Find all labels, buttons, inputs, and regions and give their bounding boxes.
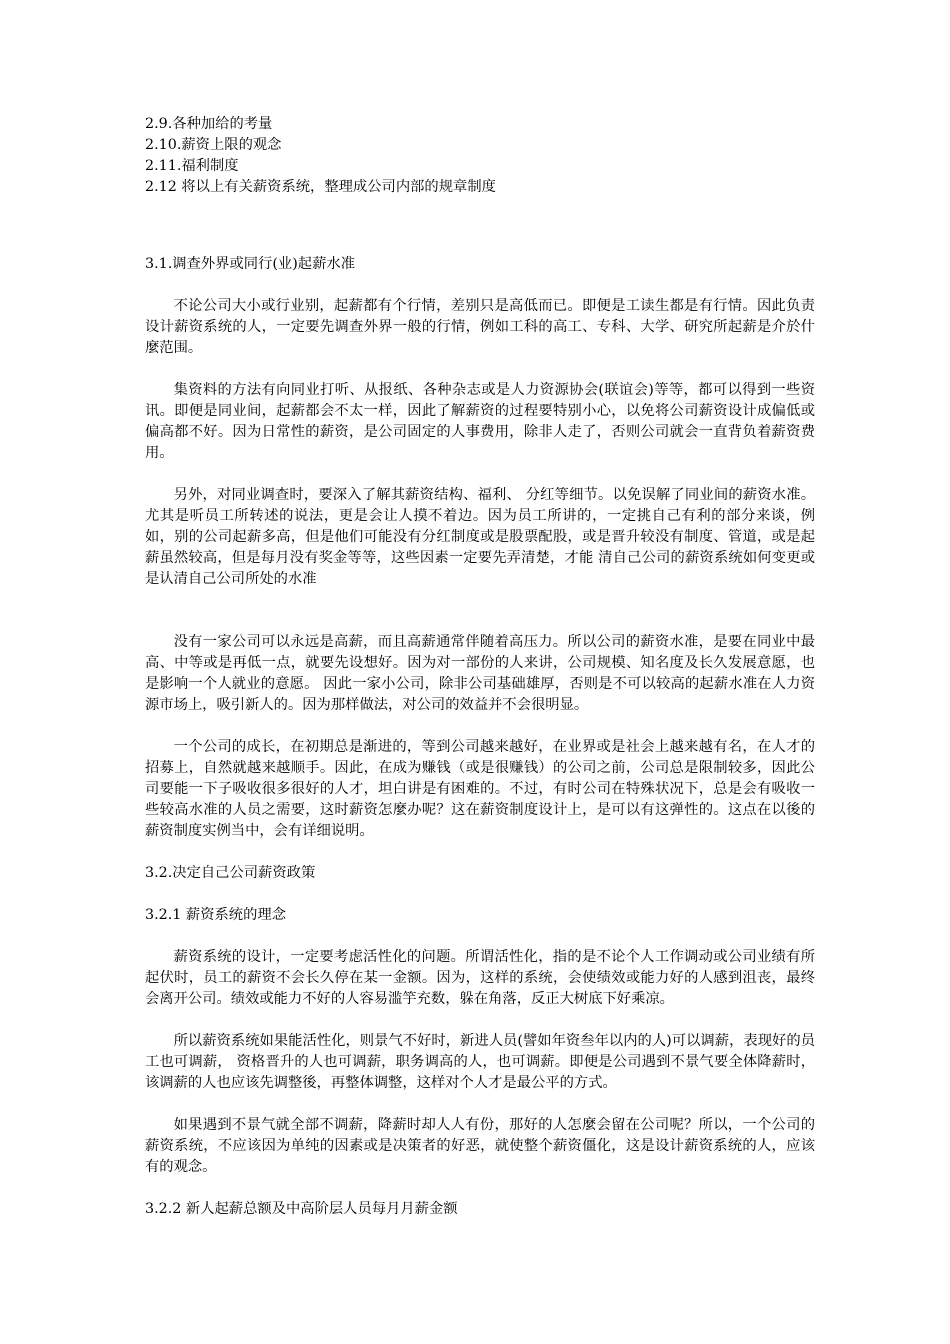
document-page [145, 114, 815, 1220]
paragraph: 另外，对同业调查时，要深入了解其薪资结构、福利、 分红等细节。以免误解了同业间的薪资水准。尤其是听员工所转述的说法，更是会让人摸不着边。因为员工所讲的，一定挑自己有利的部分来谈，例如，别的公司起薪多高，但是他们可能没有分红制度或是股票配股，或是晋升较没有制度、管道，或是起薪虽然较高，但是每月没有奖金等等，这些因素一定要先弄清楚，才能 清自己公司的薪资系统如何变更或是认清自己公司所处的水准 [145, 487, 815, 587]
toc-list [145, 114, 815, 198]
paragraph: 如果遇到不景气就全部不调薪，降薪时却人人有份，那好的人怎麼会留在公司呢？所以，一个公司的薪资系统，不应该因为单纯的因素或是决策者的好恶，就使整个薪资僵化，这是设计薪资系统的人，应该有的观念。 [145, 1117, 815, 1175]
toc-item: 2.9.各种加给的考量 [145, 116, 273, 132]
toc-item: 2.12 将以上有关薪资系统，整理成公司内部的规章制度 [145, 179, 496, 195]
toc-item: 2.10.薪资上限的观念 [145, 137, 282, 153]
paragraph: 一个公司的成长，在初期总是渐进的，等到公司越来越好，在业界或是社会上越来越有名，在人才的招募上，自然就越来越顺手。因此，在成为赚钱（或是很赚钱）的公司之前，公司总是限制较多，因此公司要能一下子吸收很多很好的人才，坦白讲是有困难的。不过，有时公司在特殊状况下，总是会有吸收一些较高水准的人员之需要，这时薪资怎麼办呢？这在薪资制度设计上，是可以有这弹性的。这点在以後的薪资制度实例当中，会有详细说明。 [145, 739, 815, 839]
paragraph: 所以薪资系统如果能活性化，则景气不好时，新进人员(譬如年资叁年以内的人)可以调薪，表现好的员工也可调薪， 资格晋升的人也可调薪，职务调高的人，也可调薪。即便是公司遇到不景气要全体降薪时，该调薪的人也应该先调整後，再整体调整，这样对个人才是最公平的方式。 [145, 1033, 815, 1091]
paragraph: 没有一家公司可以永远是高薪，而且高薪通常伴随着高压力。所以公司的薪资水准，是要在同业中最高、中等或是再低一点，就要先设想好。因为对一部份的人来讲，公司规模、知名度及长久发展意愿，也是影响一个人就业的意愿。 因此一家小公司，除非公司基础雄厚，否则是不可以较高的起薪水准在人力资源市场上，吸引新人的。因为那样做法，对公司的效益并不会很明显。 [145, 634, 815, 713]
section-heading-3-1: 3.1.调查外界或同行(业)起薪水准 [145, 256, 355, 272]
toc-item: 2.11.福利制度 [145, 158, 239, 174]
paragraph: 集资料的方法有向同业打听、从报纸、各种杂志或是人力资源协会(联谊会)等等，都可以得到一些资讯。即便是同业间，起薪都会不太一样，因此了解薪资的过程要特别小心，以免将公司薪资设计成偏低或偏高都不好。因为日常性的薪资，是公司固定的人事费用，除非人走了，否则公司就会一直背负着薪资费用。 [145, 382, 815, 461]
subsection-heading-3-2-2: 3.2.2 新人起薪总额及中高阶层人员每月月薪金额 [145, 1201, 458, 1217]
paragraph: 不论公司大小或行业别，起薪都有个行情，差别只是高低而已。即便是工读生都是有行情。因此负责设计薪资系统的人，一定要先调查外界一般的行情，例如工科的高工、专科、大学、研究所起薪是介於什麼范围。 [145, 298, 815, 356]
subsection-heading-3-2-1: 3.2.1 薪资系统的理念 [145, 907, 286, 923]
section-heading-3-2: 3.2.决定自己公司薪资政策 [145, 865, 316, 881]
paragraph: 薪资系统的设计，一定要考虑活性化的问题。所谓活性化，指的是不论个人工作调动或公司业绩有所起伏时，员工的薪资不会长久停在某一金额。因为，这样的系统，会使绩效或能力好的人感到沮丧，最终会离开公司。绩效或能力不好的人容易滥竽充数，躲在角落，反正大树底下好乘凉。 [145, 949, 815, 1007]
